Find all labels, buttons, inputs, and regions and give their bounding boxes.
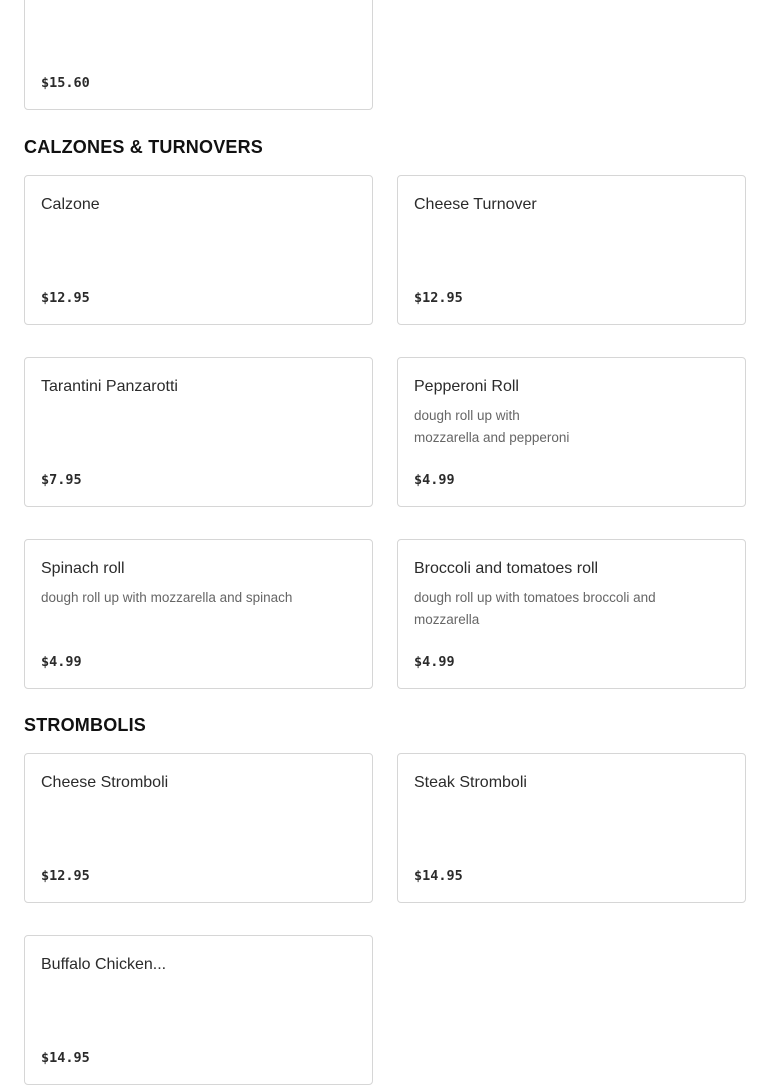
menu-item-price: $12.95 [41, 290, 90, 306]
menu-item-description-line: dough roll up with [414, 408, 520, 423]
menu-item-card-buffalo-chicken[interactable] [24, 935, 373, 1085]
menu-item-card-spinach-roll[interactable] [24, 539, 373, 689]
menu-item-price: $14.95 [414, 868, 463, 884]
menu-item-price: $12.95 [414, 290, 463, 306]
menu-item-price: $15.60 [41, 75, 90, 91]
menu-item-description [414, 405, 714, 449]
menu-item-name: Calzone [41, 196, 100, 213]
menu-item-name: Broccoli and tomatoes roll [414, 560, 599, 577]
menu-item-price: $4.99 [414, 472, 455, 488]
menu-item-description: dough roll up with tomatoes broccoli and mozzarella [414, 590, 656, 627]
menu-item-name: Spinach roll [41, 560, 125, 577]
menu-item-card-steak-stromboli[interactable] [397, 753, 746, 903]
menu-item-name: Cheese Stromboli [41, 774, 169, 791]
menu-item-price: $4.99 [414, 654, 455, 670]
section-title-strombolis: STROMBOLIS [24, 715, 146, 735]
menu-item-name: Cheese Turnover [414, 196, 537, 213]
menu-item-name: Steak Stromboli [414, 774, 527, 791]
menu-item-card-pepperoni-roll[interactable] [397, 357, 746, 507]
menu-item-price: $14.95 [41, 1050, 90, 1066]
menu-item-card-broccoli-tomatoes-roll[interactable] [397, 539, 746, 689]
menu-item-name: Tarantini Panzarotti [41, 378, 178, 395]
menu-item-price: $7.95 [41, 472, 82, 488]
menu-item-card-cheese-turnover[interactable] [397, 175, 746, 325]
menu-item-card-calzone[interactable] [24, 175, 373, 325]
menu-item-price: $4.99 [41, 654, 82, 670]
menu-item-card[interactable] [24, 0, 373, 110]
menu-item-card-cheese-stromboli[interactable] [24, 753, 373, 903]
menu-item-description-line: mozzarella and pepperoni [414, 430, 570, 445]
section-title-calzones-turnovers: CALZONES & TURNOVERS [24, 137, 264, 157]
menu-item-price: $12.95 [41, 868, 90, 884]
menu-item-description: dough roll up with mozzarella and spinach [41, 590, 293, 605]
menu-item-name: Pepperoni Roll [414, 378, 519, 395]
menu-item-card-tarantini-panzarotti[interactable] [24, 357, 373, 507]
menu-item-name: Buffalo Chicken... [41, 956, 167, 973]
